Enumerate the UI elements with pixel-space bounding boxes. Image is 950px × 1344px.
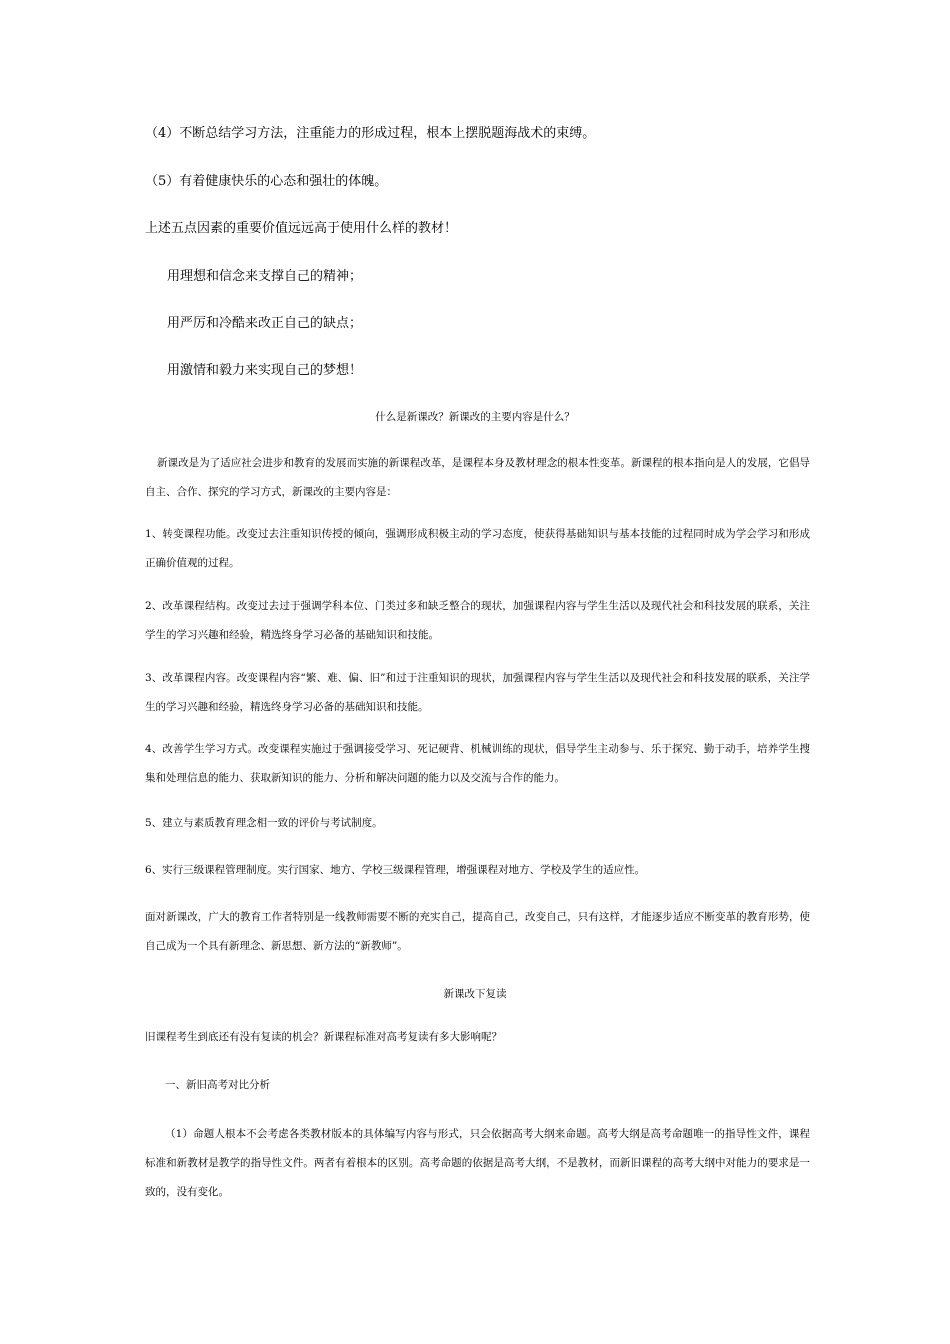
section-intro-paragraph: 新课改是为了适应社会进步和教育的发展而实施的新课程改革，是课程本身及教材理念的根本性变革。新课程的根本指向是人的发展，它倡导自主、合作、探究的学习方式，新课改的主要内容是： — [145, 457, 810, 498]
comparison-subheading: 一、新旧高考对比分析 — [165, 1079, 270, 1091]
reform-point-6: 6、实行三级课程管理制度。实行国家、地方、学校三级课程管理，增强课程对地方、学校及学生的适应性。 — [145, 864, 646, 876]
intro-item-5: （5）有着健康快乐的心态和强壮的体魄。 — [145, 174, 388, 189]
reform-point-4: 4、改善学生学习方式。改变课程实施过于强调接受学习、死记硬背、机械训练的现状，倡导学生主动参与、乐于探究、勤于动手，培养学生搜集和处理信息的能力、获取新知识的能力、分析和解决问题的能力以及交流与合作的能力。 — [145, 743, 810, 784]
motto-line-2: 用严厉和冷酷来改正自己的缺点； — [167, 316, 363, 331]
intro-item-4: （4）不断总结学习方法，注重能力的形成过程，根本上摆脱题海战术的束缚。 — [145, 126, 596, 141]
reform-point-5: 5、建立与素质教育理念相一致的评价与考试制度。 — [145, 817, 383, 829]
motto-line-3: 用激情和毅力来实现自己的梦想！ — [167, 363, 363, 378]
section-heading-new-curriculum: 什么是新课改？新课改的主要内容是什么？ — [375, 411, 575, 423]
reform-point-2: 2、改革课程结构。改变过去过于强调学科本位、门类过多和缺乏整合的现状，加强课程内容与学生生活以及现代社会和科技发展的联系，关注学生的学习兴趣和经验，精选终身学习必备的基础知识和技能。 — [145, 600, 810, 641]
intro-summary: 上述五点因素的重要价值远远高于使用什么样的教材！ — [145, 221, 458, 236]
closing-paragraph: 面对新课改，广大的教育工作者特别是一线教师需要不断的充实自己，提高自己，改变自己，只有这样，才能逐步适应不断变革的教育形势，使自己成为一个具有新理念、新思想、新方法的“新教师”。 — [145, 911, 810, 952]
comparison-point-1: （1）命题人根本不会考虑各类教材版本的具体编写内容与形式，只会依据高考大纲来命题。高考大纲是高考命题唯一的指导性文件，课程标准和新教材是教学的指导性文件。两者有着根本的区别。高考命题的依据是高考大纲，不是教材，而新旧课程的高考大纲中对能力的要求是一致的，没有变化。 — [145, 1128, 810, 1198]
reform-point-3: 3、改革课程内容。改变课程内容“繁、难、偏、旧”和过于注重知识的现状，加强课程内容与学生生活以及现代社会和科技发展的联系，关注学生的学习兴趣和经验，精选终身学习必备的基础知识和技能。 — [145, 672, 810, 713]
motto-line-1: 用理想和信念来支撑自己的精神； — [167, 269, 363, 284]
reform-point-1: 1、转变课程功能。改变过去注重知识传授的倾向，强调形成积极主动的学习态度，使获得基础知识与基本技能的过程同时成为学会学习和形成正确价值观的过程。 — [145, 528, 810, 569]
repeat-study-question: 旧课程考生到底还有没有复读的机会？新课程标准对高考复读有多大影响呢？ — [145, 1031, 502, 1043]
section-heading-repeat-study: 新课改下复读 — [443, 988, 507, 1000]
